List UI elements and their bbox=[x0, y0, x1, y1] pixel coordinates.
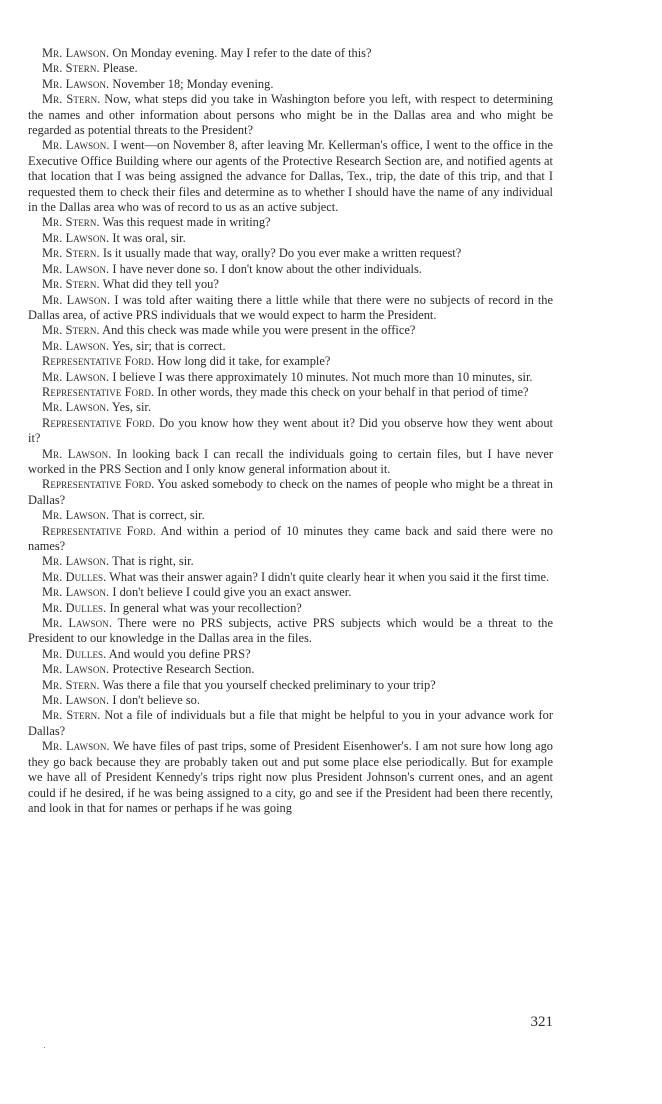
speaker-name: Mr. Lawson. bbox=[42, 446, 112, 461]
paragraph-text: In other words, they made this check on your behalf in that period of time? bbox=[157, 384, 529, 399]
paragraph-text: In looking back I can recall the individuals going to certain files, but I have never worked in the PRS Section and I only know general information about it. bbox=[28, 446, 553, 476]
transcript-paragraph bbox=[28, 277, 553, 292]
paragraph-text: I went—on November 8, after leaving Mr. Kellerman's office, I went to the office in the Executive Office Building where our agents of the Protective Research Section are, and notified agents at that location that I was being assigned the advance for Dallas, Tex., trip, the date of this trip, and that I requested them to check their files and determine as to whether I should have the name of any individual in the Dallas area who was of record to us as an active subject. bbox=[28, 138, 553, 215]
paragraph-text: That is correct, sir. bbox=[112, 508, 205, 523]
paragraph-text: What did they tell you? bbox=[102, 277, 219, 292]
paragraph-text: You asked somebody to check on the names of people who might be a threat in Dallas? bbox=[28, 477, 553, 507]
speaker-name: Mr. Dulles. bbox=[42, 569, 107, 584]
speaker-name: Mr. Lawson. bbox=[42, 739, 110, 754]
transcript-paragraph bbox=[28, 616, 553, 647]
scan-speck bbox=[44, 1047, 45, 1048]
transcript-paragraph bbox=[28, 77, 553, 92]
speaker-name: Mr. Lawson. bbox=[42, 508, 110, 523]
speaker-name: Mr. Dulles. bbox=[42, 646, 107, 661]
speaker-name: Mr. Stern. bbox=[42, 323, 100, 338]
paragraph-text: It was oral, sir. bbox=[112, 230, 186, 245]
paragraph-text: I don't believe I could give you an exact answer. bbox=[112, 585, 352, 600]
speaker-name: Mr. Lawson. bbox=[42, 400, 110, 415]
transcript-paragraph bbox=[28, 385, 553, 400]
paragraph-text: Not a file of individuals but a file that might be helpful to you in your advance work for Dallas? bbox=[28, 708, 553, 738]
speaker-name: Mr. Lawson. bbox=[42, 585, 110, 600]
transcript-paragraph bbox=[28, 570, 553, 585]
speaker-name: Mr. Lawson. bbox=[42, 693, 110, 708]
speaker-name: Mr. Stern. bbox=[42, 92, 101, 107]
transcript-paragraph bbox=[28, 693, 553, 708]
speaker-name: Mr. Stern. bbox=[42, 61, 100, 76]
speaker-name: Mr. Dulles. bbox=[42, 600, 107, 615]
speaker-name: Mr. Lawson. bbox=[42, 292, 111, 307]
speaker-name: Mr. Stern. bbox=[42, 708, 101, 723]
speaker-name: Mr. Lawson. bbox=[42, 138, 110, 153]
transcript-paragraph bbox=[28, 739, 553, 816]
paragraph-text: Now, what steps did you take in Washington before you left, with respect to determining the names and other information about persons who might be in the Dallas area and who might be regarded as potential threats to the President? bbox=[28, 92, 553, 138]
speaker-name: Mr. Stern. bbox=[42, 277, 100, 292]
paragraph-text: I was told after waiting there a little while that there were no subjects of record in the Dallas area, of active PRS individuals that we would expect to harm the President. bbox=[28, 292, 553, 322]
transcript-paragraph bbox=[28, 524, 553, 555]
speaker-name: Representative Ford. bbox=[42, 477, 155, 492]
paragraph-text: And this check was made while you were present in the office? bbox=[102, 323, 416, 338]
page-number: 321 bbox=[530, 1014, 553, 1030]
transcript-paragraph bbox=[28, 354, 553, 369]
paragraph-text: Protective Research Section. bbox=[112, 662, 255, 677]
transcript-paragraph bbox=[28, 554, 553, 569]
speaker-name: Mr. Lawson. bbox=[42, 230, 110, 245]
transcript-paragraph bbox=[28, 231, 553, 246]
transcript-paragraph bbox=[28, 647, 553, 662]
paragraph-text: What was their answer again? I didn't quite clearly hear it when you said it the first time. bbox=[109, 569, 550, 584]
paragraph-text: In general what was your recollection? bbox=[109, 600, 302, 615]
paragraph-text: And within a period of 10 minutes they came back and said there were no names? bbox=[28, 523, 553, 553]
transcript-paragraph bbox=[28, 215, 553, 230]
transcript-paragraph bbox=[28, 447, 553, 478]
speaker-name: Mr. Lawson. bbox=[42, 46, 110, 60]
transcript-paragraph bbox=[28, 323, 553, 338]
paragraph-text: Yes, sir; that is correct. bbox=[111, 338, 226, 353]
transcript-paragraph bbox=[28, 370, 553, 385]
transcript-paragraph bbox=[28, 400, 553, 415]
transcript-paragraph bbox=[28, 339, 553, 354]
paragraph-text: I have never done so. I don't know about the other individuals. bbox=[112, 261, 422, 276]
speaker-name: Mr. Lawson. bbox=[42, 76, 110, 91]
transcript-paragraph bbox=[28, 61, 553, 76]
speaker-name: Mr. Lawson. bbox=[42, 662, 110, 677]
paragraph-text: That is right, sir. bbox=[112, 554, 194, 569]
paragraph-text: And would you define PRS? bbox=[108, 646, 251, 661]
transcript-paragraph bbox=[28, 662, 553, 677]
paragraph-text: Please. bbox=[102, 61, 138, 76]
paragraph-text: I believe I was there approximately 10 minutes. Not much more than 10 minutes, sir. bbox=[112, 369, 533, 384]
transcript-paragraph bbox=[28, 508, 553, 523]
transcript-paragraph bbox=[28, 246, 553, 261]
speaker-name: Representative Ford. bbox=[42, 523, 157, 538]
transcript-paragraph bbox=[28, 477, 553, 508]
paragraph-text: Do you know how they went about it? Did you observe how they went about it? bbox=[28, 415, 553, 446]
transcript-paragraph bbox=[28, 708, 553, 739]
speaker-name: Mr. Lawson. bbox=[42, 261, 110, 276]
paragraph-text: How long did it take, for example? bbox=[157, 354, 331, 369]
transcript-paragraph bbox=[28, 678, 553, 693]
transcript-paragraph bbox=[28, 416, 553, 447]
transcript-page bbox=[28, 46, 553, 816]
paragraph-text: We have files of past trips, some of President Eisenhower's. I am not sure how long ago they go back because they are probably taken out and put some place else periodically. But for example we have all of President Kennedy's trips right now plus President Johnson's current ones, and an agent could if he desired, if he was being assigned to a city, go and see if the President had been there recently, and look in that for names or perhaps if he was going bbox=[28, 739, 553, 815]
transcript-paragraph bbox=[28, 92, 553, 138]
paragraph-text: I don't believe so. bbox=[112, 693, 200, 708]
speaker-name: Mr. Lawson. bbox=[42, 616, 113, 631]
paragraph-text: Was there a file that you yourself checked preliminary to your trip? bbox=[102, 677, 436, 692]
paragraph-text: On Monday evening. May I refer to the date of this? bbox=[112, 46, 372, 60]
speaker-name: Mr. Stern. bbox=[42, 215, 100, 230]
speaker-name: Representative Ford. bbox=[42, 384, 155, 399]
paragraph-text: November 18; Monday evening. bbox=[112, 76, 274, 91]
speaker-name: Mr. Lawson. bbox=[42, 338, 110, 353]
speaker-name: Mr. Stern. bbox=[42, 677, 100, 692]
speaker-name: Representative Ford. bbox=[42, 415, 156, 430]
speaker-name: Mr. Lawson. bbox=[42, 369, 110, 384]
paragraph-text: Yes, sir. bbox=[111, 400, 151, 415]
speaker-name: Representative Ford. bbox=[42, 354, 155, 369]
transcript-paragraph bbox=[28, 46, 553, 61]
transcript-paragraph bbox=[28, 601, 553, 616]
transcript-paragraph bbox=[28, 585, 553, 600]
transcript-paragraph bbox=[28, 262, 553, 277]
speaker-name: Mr. Lawson. bbox=[42, 554, 110, 569]
transcript-paragraph bbox=[28, 293, 553, 324]
paragraph-text: There were no PRS subjects, active PRS subjects which would be a threat to the President to our knowledge in the Dallas area in the files. bbox=[28, 616, 553, 646]
paragraph-text: Is it usually made that way, orally? Do you ever make a written request? bbox=[102, 246, 462, 261]
transcript-paragraph bbox=[28, 138, 553, 215]
speaker-name: Mr. Stern. bbox=[42, 246, 100, 261]
paragraph-text: Was this request made in writing? bbox=[102, 215, 271, 230]
